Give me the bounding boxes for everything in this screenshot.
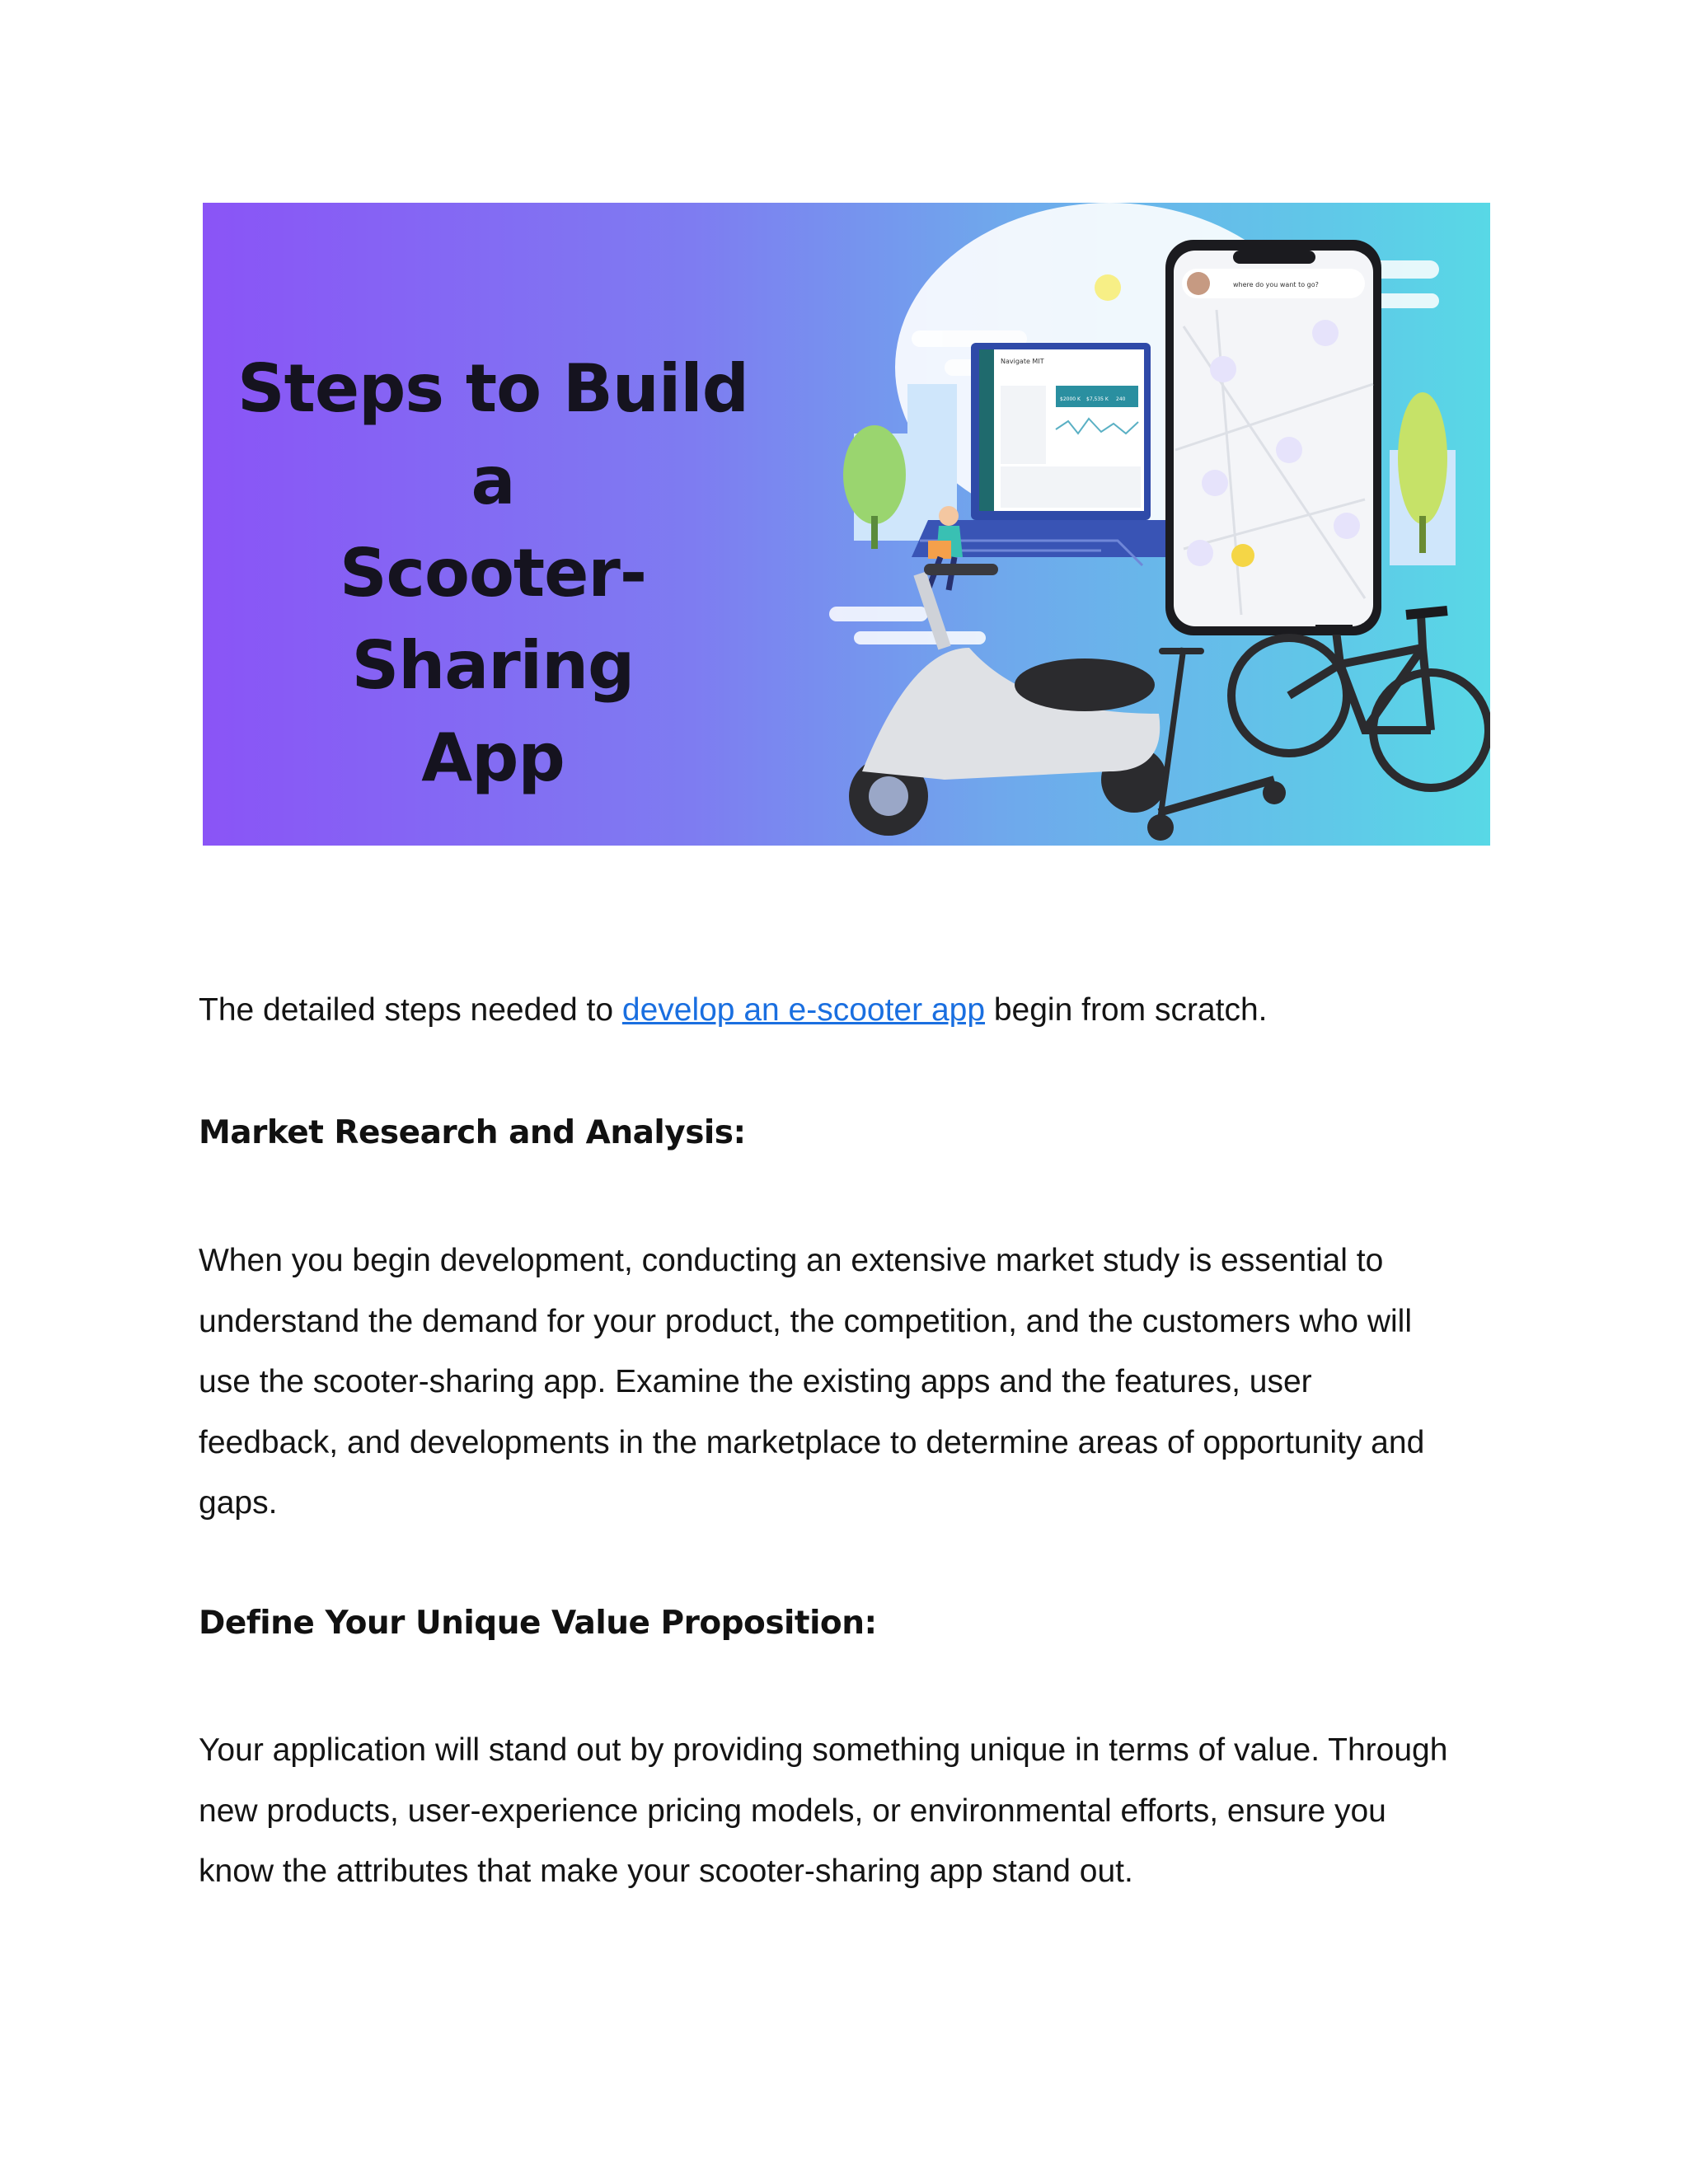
bicycle-icon bbox=[1231, 611, 1489, 788]
dashboard-stat: $7,535 K bbox=[1086, 396, 1109, 402]
section-paragraph bbox=[199, 1230, 1501, 1534]
paragraph-line: know the attributes that make your scooter-sharing app stand out. bbox=[199, 1854, 1133, 1889]
banner-title-line: App bbox=[421, 719, 565, 796]
hero-banner-image bbox=[203, 203, 1490, 846]
location-marker-icon bbox=[1231, 544, 1254, 567]
phone-map-icon bbox=[1165, 240, 1381, 635]
section-heading: Define Your Unique Value Proposition: bbox=[199, 1605, 877, 1642]
intro-text: The detailed steps needed to bbox=[199, 992, 622, 1028]
section-heading: Market Research and Analysis: bbox=[199, 1114, 746, 1151]
dashboard-title: Navigate MIT bbox=[1001, 358, 1044, 365]
intro-text: begin from scratch. bbox=[985, 992, 1268, 1028]
paragraph-line: new products, user-experience pricing models, or environmental efforts, ensure you bbox=[199, 1793, 1386, 1829]
paragraph-line: Your application will stand out by providing something unique in terms of value. Through bbox=[199, 1732, 1448, 1768]
banner-title-line: Steps to Build a bbox=[237, 350, 748, 519]
moped-scooter-icon bbox=[849, 564, 1167, 836]
paragraph-line: understand the demand for your product, the competition, and the customers who will bbox=[199, 1303, 1412, 1339]
dashboard-stat: 240 bbox=[1116, 396, 1126, 402]
scooter-illustration bbox=[203, 203, 1490, 846]
section-paragraph bbox=[199, 1720, 1501, 1902]
dashboard-stat: $2000 K bbox=[1060, 396, 1081, 402]
paragraph-line: gaps. bbox=[199, 1485, 278, 1521]
sun-icon bbox=[1095, 274, 1121, 301]
paragraph-line: feedback, and developments in the marketplace to determine areas of opportunity and bbox=[199, 1424, 1425, 1460]
paragraph-line: When you begin development, conducting an extensive market study is essential to bbox=[199, 1243, 1384, 1278]
paragraph-line: use the scooter-sharing app. Examine the existing apps and the features, user bbox=[199, 1364, 1312, 1399]
develop-escooter-app-link[interactable]: develop an e-scooter app bbox=[621, 992, 986, 1028]
banner-title-line: Scooter-Sharing bbox=[339, 535, 647, 704]
intro-paragraph bbox=[199, 986, 1501, 1035]
phone-search-text: where do you want to go? bbox=[1233, 281, 1319, 288]
